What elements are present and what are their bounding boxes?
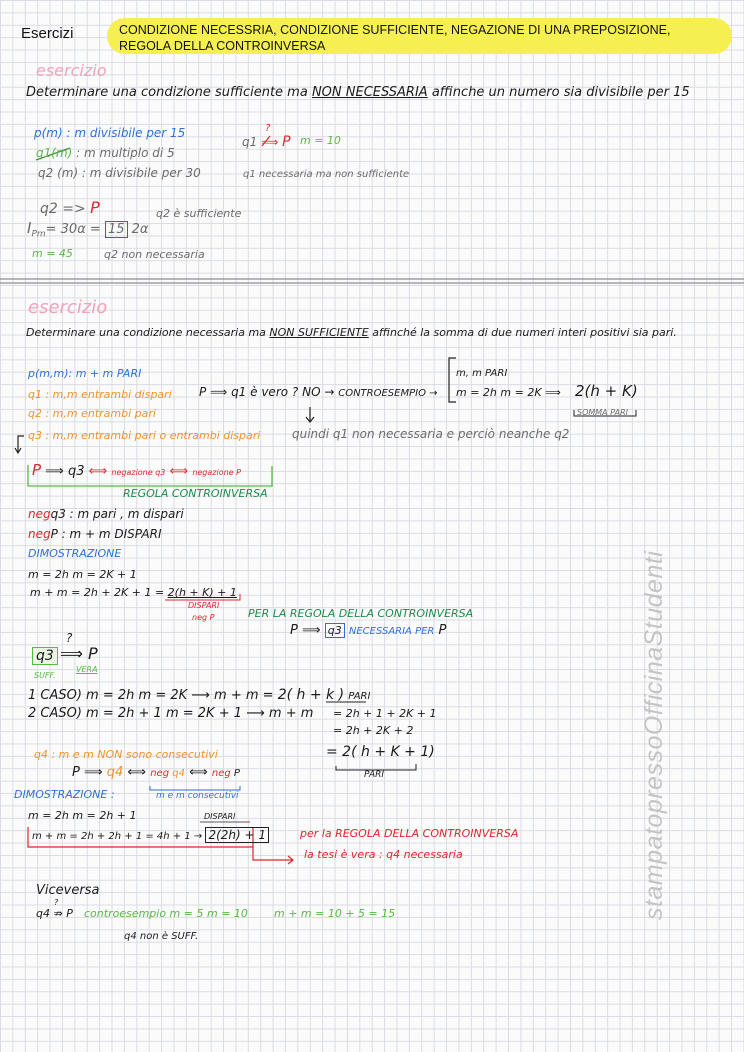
ex2-chain: P ⟹ q1 è vero ? NO → CONTROESEMPIO → bbox=[199, 385, 438, 399]
ex1-q2-implies: q2 => P bbox=[40, 198, 100, 217]
q4-non-suff: q4 non è SUFF. bbox=[124, 931, 199, 942]
ex1-q2-def: q2 (m) : m divisibile per 30 bbox=[38, 166, 201, 180]
caso-1: 1 CASO) m = 2h m = 2K ⟶ m + m = 2( h + k ) PARI bbox=[28, 687, 371, 703]
tesi-vera: la tesi è vera : q4 necessaria bbox=[304, 848, 463, 861]
ex1-q2-nonnec: q2 non necessaria bbox=[104, 248, 205, 261]
contrapositive-rule: P ⟹ q3 ⟺ negazione q3 ⟺ negazione P bbox=[32, 461, 241, 479]
caso-2-r2: = 2h + 2K + 2 bbox=[333, 724, 414, 737]
dim-line-4: m + m = 2h + 2h + 1 = 4h + 1 → 2(2h) + 1 bbox=[32, 829, 269, 843]
rule-name: REGOLA CONTROINVERSA bbox=[123, 487, 268, 500]
ex1-p-def: p(m) : m divisibile per 15 bbox=[34, 126, 186, 140]
caso-2-r1: = 2h + 1 + 2K + 1 bbox=[333, 707, 437, 720]
q4-def: q4 : m e m NON sono consecutivi bbox=[34, 748, 218, 761]
ex2-q2-def: q2 : m,m entrambi pari bbox=[28, 407, 156, 420]
dispari-label-2: DISPARI bbox=[204, 812, 236, 821]
exercise-2-label: esercizio bbox=[28, 297, 108, 318]
section-label: Esercizi bbox=[21, 25, 74, 42]
q3-box: q3 bbox=[32, 647, 58, 665]
dimostrazione-2-title: DIMOSTRAZIONE : bbox=[14, 788, 115, 801]
q3-implies-p: ⟹ P bbox=[60, 644, 98, 663]
neg-p-label: neg P bbox=[192, 613, 215, 622]
ex1-m45: m = 45 bbox=[32, 247, 73, 260]
ex2-quindi: quindi q1 non necessaria e perciò neanche q2 bbox=[292, 427, 570, 441]
ex1-q1-def: q1(m) : m multiplo di 5 bbox=[36, 146, 175, 160]
controesempio: controesempio m = 5 m = 10 bbox=[84, 907, 248, 920]
viceversa: Viceversa bbox=[36, 883, 100, 898]
q4-chain-sub: m e m consecutivi bbox=[156, 791, 239, 801]
ex1-q1-not-implies: q1 ⟹ ? P bbox=[242, 123, 291, 150]
suff-label: SUFF. bbox=[34, 671, 56, 680]
vera-label: VERA bbox=[76, 665, 98, 674]
exercise-1-prompt: Determinare una condizione sufficiente ma NON NECESSARIA affinche un numero sia divisibile per 15 bbox=[26, 85, 690, 100]
q4-chain: P ⟹ q4 ⟺ neg q4 ⟺ neg P bbox=[72, 765, 240, 780]
exercise-1-label: esercizio bbox=[36, 61, 107, 80]
neg-q3: negq3 : m pari , m dispari bbox=[28, 507, 184, 521]
dimostrazione-title: DIMOSTRAZIONE bbox=[28, 547, 122, 560]
page-title: CONDIZIONE NECESSRIA, CONDIZIONE SUFFICIENTE, NEGAZIONE DI UNA PREPOSIZIONE, REGOLA DELLA CONTROINVERSA bbox=[107, 18, 732, 54]
q3-question: ? bbox=[66, 631, 73, 645]
dim-line-1: m = 2h m = 2K + 1 bbox=[28, 568, 137, 581]
watermark: stampatopressoOfficinaStudenti bbox=[640, 550, 668, 920]
ex2-q3-def: q3 : m,m entrambi pari o entrambi dispari bbox=[28, 429, 261, 442]
counterexample-2: m = 2h m = 2K ⟹ bbox=[456, 386, 561, 399]
q4-question: ? bbox=[54, 898, 59, 907]
counterexample-result: 2(h + K) bbox=[575, 382, 638, 400]
ex1-m10: m = 10 bbox=[300, 134, 341, 147]
ex1-q1-note: q1 necessaria ma non sufficiente bbox=[243, 169, 410, 180]
dim-line-2: m + m = 2h + 2K + 1 = 2(h + K) + 1 bbox=[30, 586, 237, 599]
caso-2: 2 CASO) m = 2h + 1 m = 2K + 1 ⟶ m + m bbox=[28, 706, 314, 721]
ex2-q1-def: q1 : m,m entrambi dispari bbox=[28, 388, 172, 401]
caso-2-r3: = 2( h + K + 1) bbox=[326, 744, 435, 760]
dispari-label: DISPARI bbox=[188, 601, 220, 610]
somma-dispari: m + m = 10 + 5 = 15 bbox=[274, 907, 396, 920]
p-implies-q3: P ⟹ q3 NECESSARIA PER P bbox=[290, 623, 447, 638]
ex1-ipm: $I_{Pm}= 30\alpha = 15$ 2α bbox=[27, 219, 149, 240]
per-la-regola: PER LA REGOLA DELLA CONTROINVERSA bbox=[248, 607, 474, 620]
exercise-2-prompt: Determinare una condizione necessaria ma NON SUFFICIENTE affinché la somma di due numeri interi positivi sia pari. bbox=[26, 326, 677, 339]
dim-line-3: m = 2h m = 2h + 1 bbox=[28, 809, 137, 822]
neg-p: negP : m + m DISPARI bbox=[28, 527, 162, 541]
ex1-q2-suff: q2 è sufficiente bbox=[156, 207, 242, 220]
q4-not-implies-p: q4 ⇏ P bbox=[36, 907, 73, 920]
ex2-p-def: p(m,m): m + m PARI bbox=[28, 367, 142, 380]
per-la-regola-2: per la REGOLA DELLA CONTROINVERSA bbox=[300, 827, 519, 840]
counterexample-1: m, m PARI bbox=[456, 368, 508, 379]
somma-pari: SOMMA PARI bbox=[577, 408, 629, 417]
caso-2-pari: PARI bbox=[364, 770, 385, 780]
